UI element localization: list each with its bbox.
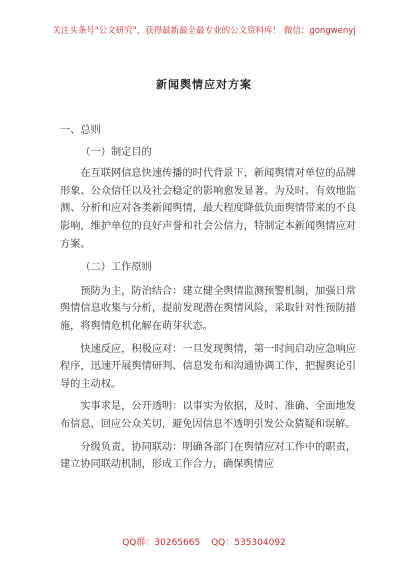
qq-number: QQ：535304092 [211,538,286,548]
contact-footer [0,535,408,548]
paragraph-purpose: 在互联网信息快速传播的时代背景下，新闻舆情对单位的品牌形象、公众信任以及社会稳定的影响愈发显著。为及时、有效地监测、分析和应对各类新闻舆情，最大程度降低负面舆情带来的不良影响，维护单位的良好声誉和社会公信力，特制定本新闻舆情应对方案。 [60,168,356,250]
qq-group-number: QQ群：30265665 [122,538,201,548]
document-body [60,122,356,474]
paragraph-rapid-response: 快速反应，积极应对：一旦发现舆情，第一时间启动应急响应程序，迅速开展舆情研判、信息发布和沟通协调工作，把握舆论引导的主动权。 [60,343,356,390]
paragraph-transparency: 实事求是，公开透明：以事实为依据，及时、准确、全面地发布信息，回应公众关切，避免因信息不透明引发公众猜疑和误解。 [60,401,356,430]
paragraph-prevention: 预防为主，防治结合：建立健全舆情监测预警机制，加强日常舆情信息收集与分析，提前发现潜在舆情风险，采取针对性预防措施，将舆情危机化解在萌芽状态。 [60,285,356,332]
section-heading-general: 一、总则 [60,125,101,136]
promo-banner: 关注头条号"公文研究"，获得最新最全最专业的公文资料库！ 微信：gongwenyj [52,26,356,36]
document-title: 新闻舆情应对方案 [156,78,252,91]
subsection-heading-principles: （二）工作原则 [80,262,152,274]
paragraph-coordination: 分级负责，协同联动：明确各部门在舆情应对工作中的职责，建立协同联动机制，形成工作合力，确保舆情应 [60,441,356,471]
subsection-heading-purpose: （一）制定目的 [80,146,152,158]
